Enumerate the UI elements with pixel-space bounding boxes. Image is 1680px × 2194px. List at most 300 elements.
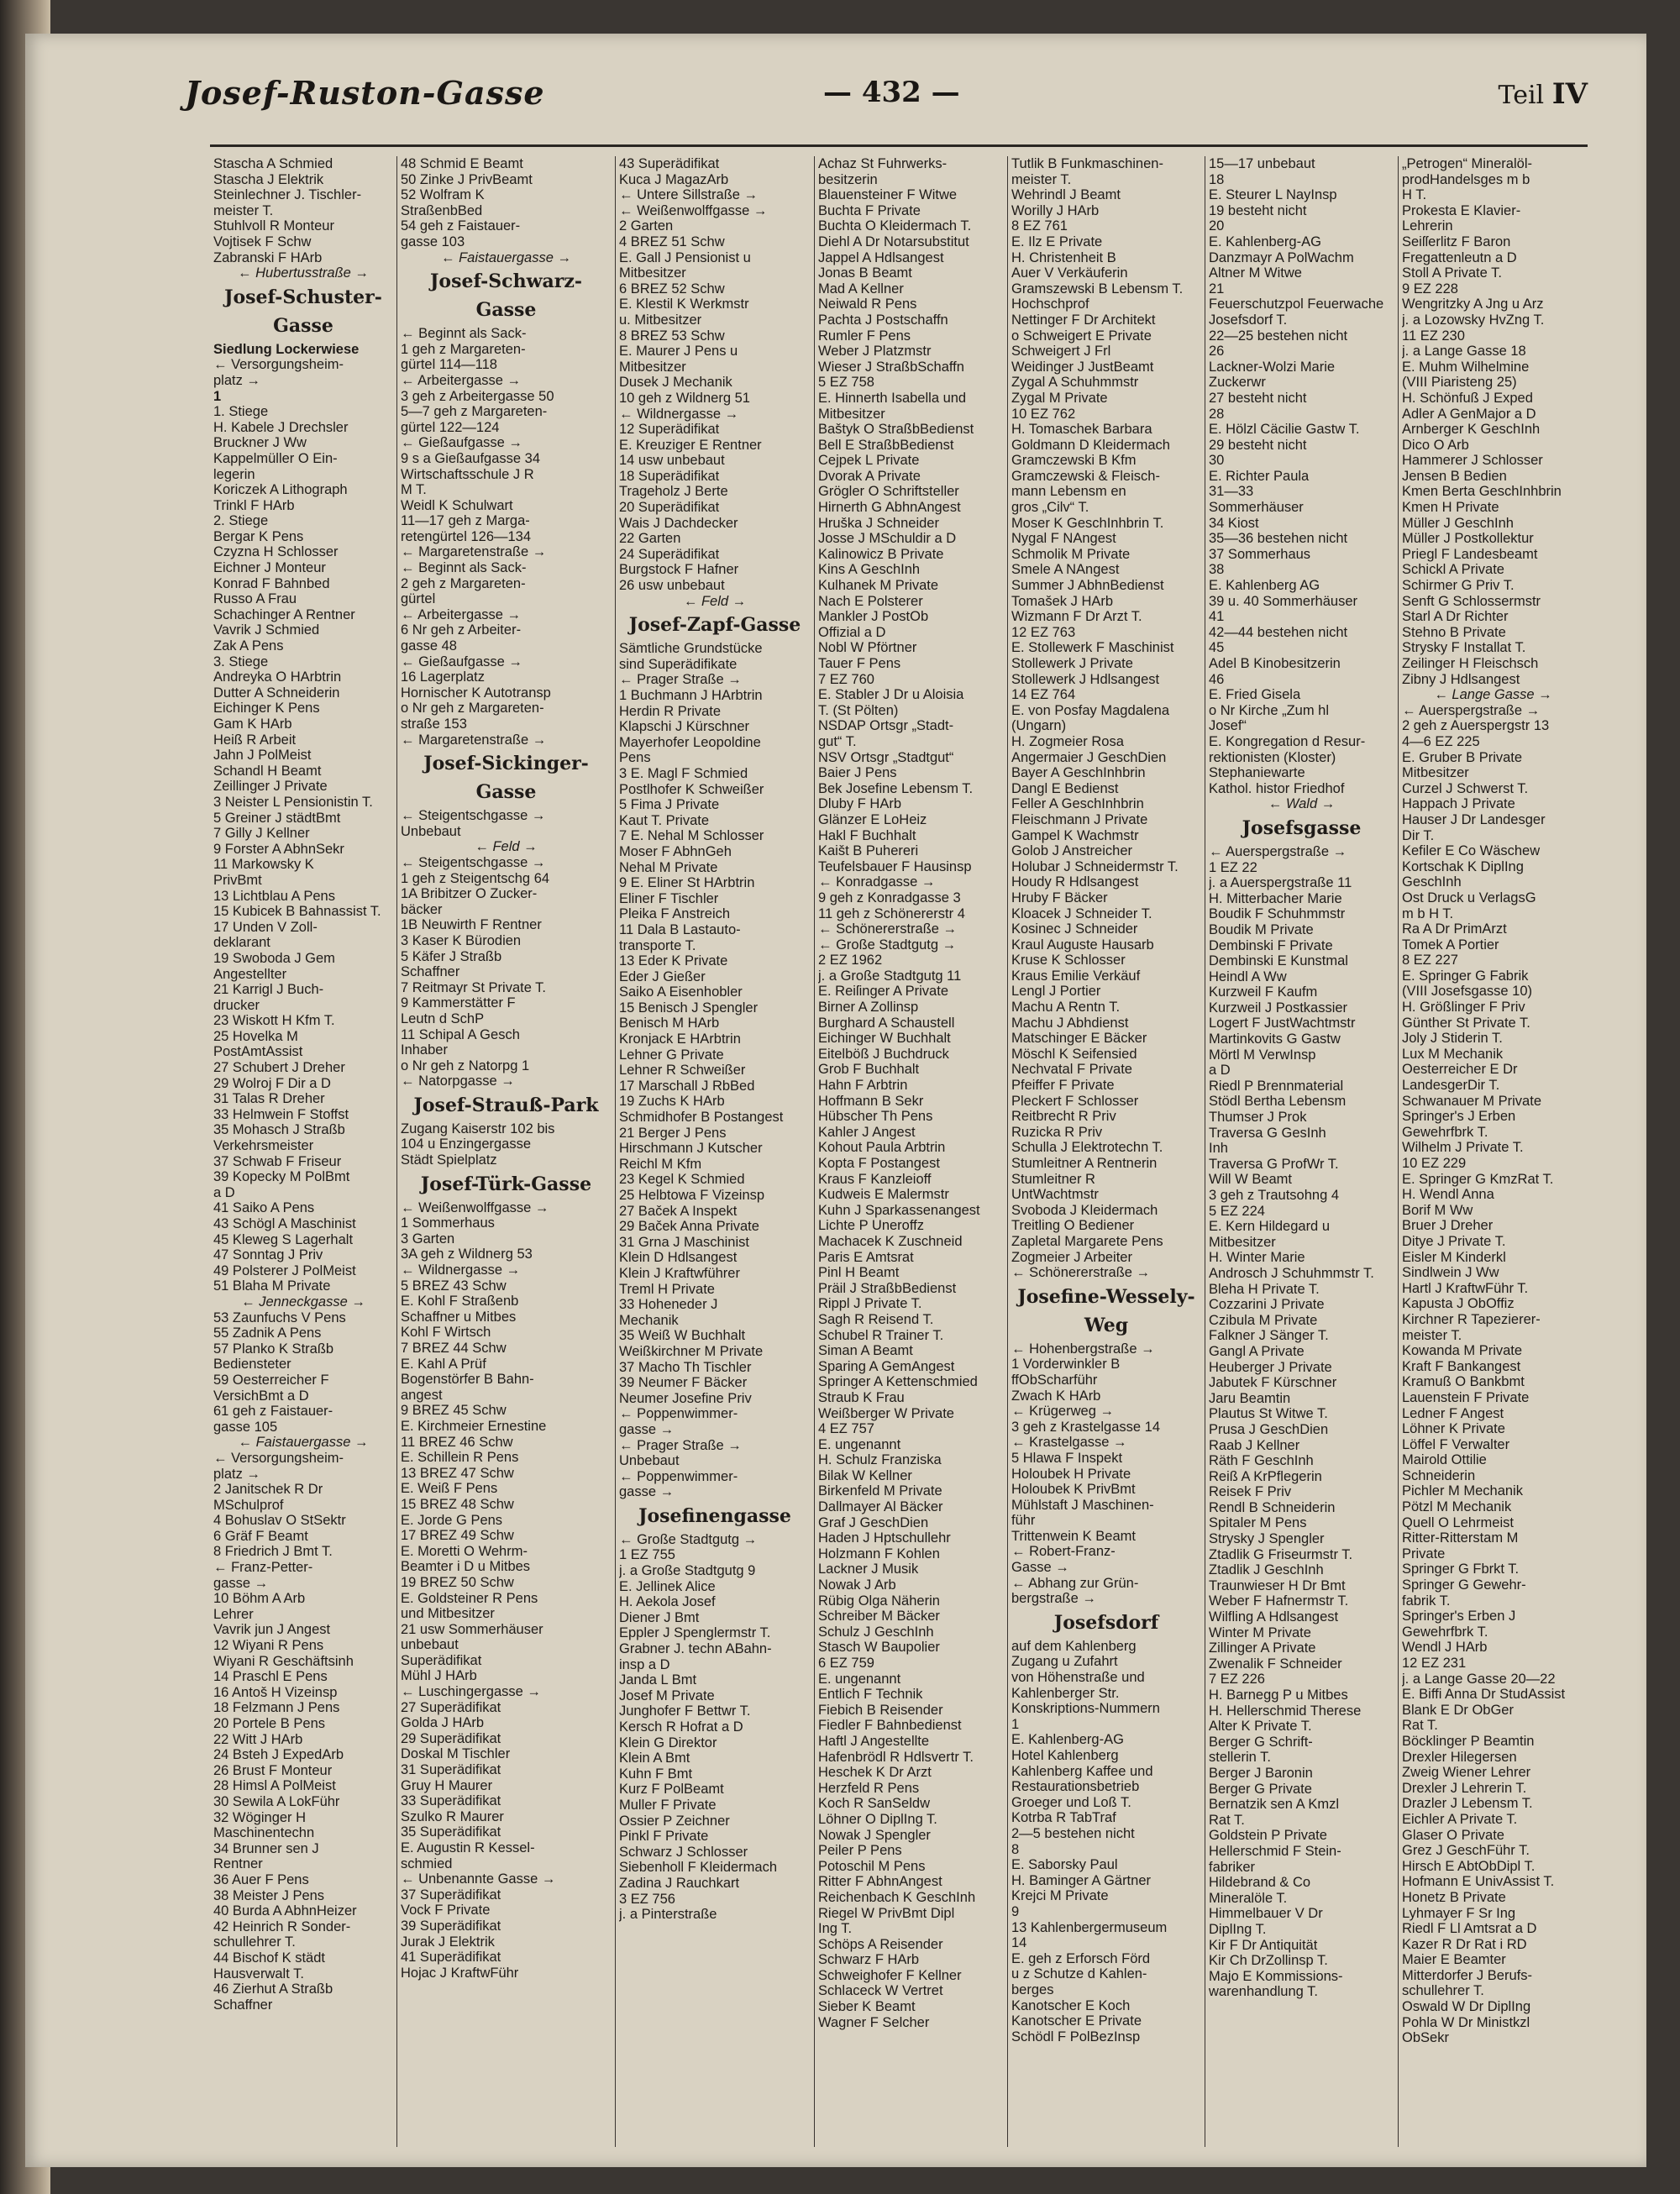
directory-entry: Buchta O Kleidermach T.: [818, 218, 972, 234]
directory-entry: Adel B Kinobesitzerin: [1209, 656, 1341, 671]
directory-entry: 37 Macho Th Tischler: [619, 1359, 752, 1375]
directory-entry: 61 geh z Faistauer-: [213, 1404, 333, 1420]
directory-entry: Kathol. histor Friedhof: [1209, 780, 1345, 796]
directory-entry: Diehl A Dr Notarsubstitut: [818, 234, 969, 249]
directory-entry: Springer's J Erben: [1402, 1109, 1516, 1125]
street-heading: Gasse: [273, 314, 333, 337]
directory-entry: Moser K GeschInhbrin T.: [1011, 515, 1164, 531]
directory-entry: ObSekr: [1402, 2030, 1449, 2046]
directory-entry: 21: [1209, 281, 1225, 297]
directory-entry: Paris E Amtsrat: [818, 1249, 914, 1265]
directory-entry: Riedl P Brennmaterial: [1209, 1078, 1344, 1094]
directory-entry: Grez J GeschFühr T.: [1402, 1843, 1530, 1859]
directory-entry: Löffel F Verwalter: [1402, 1436, 1510, 1452]
directory-entry: Czibula M Private: [1209, 1312, 1318, 1328]
directory-entry: j. a Große Stadtgutg 11: [818, 968, 962, 984]
directory-entry: Springer G Gewehr-: [1402, 1577, 1526, 1593]
directory-entry: E. Gall J Pensionist u: [619, 249, 751, 265]
directory-entry: Schmidhofer B Postangest: [619, 1110, 784, 1126]
directory-entry: Stumleitner A Rentnerin: [1011, 1156, 1158, 1171]
directory-entry: platz →: [213, 1466, 260, 1482]
directory-entry: Dallmayer Al Bäcker: [818, 1499, 943, 1515]
directory-entry: 42 Heinrich R Sonder-: [213, 1918, 351, 1934]
directory-entry: 37 Superädifikat: [401, 1887, 501, 1903]
directory-entry: T. (St Pölten): [818, 702, 899, 718]
directory-entry: schullehrer T.: [213, 1934, 296, 1950]
directory-entry: Straub K Frau: [818, 1389, 905, 1405]
directory-entry: Unbebaut: [619, 1453, 680, 1469]
directory-entry: 17 Marschall J RbBed: [619, 1078, 755, 1094]
directory-entry: 4 EZ 757: [818, 1421, 874, 1437]
directory-entry: ← Arbeitergasse →: [401, 606, 522, 622]
directory-entry: transporte T.: [619, 937, 696, 953]
directory-entry: Reisek F Priv: [1209, 1484, 1292, 1500]
cross-street-marker: ← Hubertusstraße →: [238, 265, 369, 281]
directory-entry: H. Wendl Anna: [1402, 1187, 1494, 1203]
directory-entry: 7 E. Nehal M Schlosser: [619, 828, 764, 844]
directory-entry: auf dem Kahlenberg: [1011, 1638, 1137, 1654]
directory-entry: H. Hellerschmid Therese: [1209, 1703, 1362, 1719]
directory-entry: Nobl W Pförtner: [818, 640, 917, 656]
directory-entry: 9: [1011, 1903, 1020, 1919]
directory-entry: ← Franz-Petter-: [213, 1560, 313, 1576]
directory-entry: gürtel: [401, 591, 436, 607]
directory-entry: Raab J Kellner: [1209, 1437, 1300, 1453]
directory-entry: Mörtl M VerwInsp: [1209, 1047, 1316, 1063]
directory-entry: 31 Talas R Dreher: [213, 1091, 325, 1107]
directory-entry: 18: [1209, 171, 1225, 187]
directory-entry: Schmolik M Private: [1011, 546, 1131, 562]
directory-entry: Dutter A Schneiderin: [213, 685, 340, 701]
directory-entry: ← Versorgungsheim-: [213, 1450, 344, 1466]
directory-entry: Kapusta J ObOffiz: [1402, 1296, 1515, 1312]
directory-entry: H. Schulz Franziska: [818, 1452, 942, 1468]
directory-entry: Golda J HArb: [401, 1715, 485, 1731]
directory-entry: Holoubek K PrivBmt: [1011, 1482, 1136, 1498]
directory-entry: 11 EZ 230: [1402, 328, 1465, 344]
directory-entry: Hauser J Dr Landesger: [1402, 811, 1546, 827]
directory-entry: Andreyka O HArbtrin: [213, 669, 342, 685]
directory-entry: Schwarz J Schlosser: [619, 1844, 748, 1860]
directory-entry: 1 Vorderwinkler B: [1011, 1357, 1121, 1373]
column-4: [814, 156, 1007, 2147]
directory-entry: Kruse K Schlosser: [1011, 953, 1126, 968]
directory-entry: ← Krügerweg →: [1011, 1404, 1114, 1420]
directory-entry: Kraus F Kanzleioff: [818, 1171, 932, 1187]
street-heading: Josef-Sickinger-: [423, 753, 589, 775]
directory-entry: Bell E StraßbBedienst: [818, 437, 954, 453]
directory-entry: Seiſſerlitz F Baron: [1402, 234, 1511, 249]
directory-entry: bäcker: [401, 901, 443, 917]
directory-entry: Kins A GeschInh: [818, 562, 921, 578]
directory-entry: gasse 103: [401, 234, 465, 249]
cross-street-marker: ← Feld →: [475, 839, 538, 855]
directory-entry: gros „Cilv“ T.: [1011, 500, 1089, 516]
directory-entry: Rendl B Schneiderin: [1209, 1499, 1336, 1515]
directory-entry: Bilak W Kellner: [818, 1467, 912, 1483]
directory-entry: Eder J Gießer: [619, 968, 706, 984]
directory-entry: Reiß A KrPflegerin: [1209, 1468, 1322, 1484]
directory-entry: Matschinger E Bäcker: [1011, 1031, 1147, 1047]
directory-entry: Angestellter: [213, 966, 287, 982]
directory-entry: bergstraße →: [1011, 1591, 1096, 1607]
directory-entry: Sommerhäuser: [1209, 500, 1304, 516]
directory-entry: Goldstein P Private: [1209, 1828, 1327, 1844]
directory-entry: Kaišt B Puhereri: [818, 843, 919, 859]
directory-entry: Gewehrfbrk T.: [1402, 1124, 1488, 1140]
directory-entry: 39 Superädifikat: [401, 1918, 501, 1934]
directory-entry: Unbebaut: [401, 823, 461, 839]
directory-entry: Joly J Stiderin T.: [1402, 1031, 1503, 1047]
directory-entry: Benisch M HArb: [619, 1016, 720, 1031]
directory-entry: Dembinski F Private: [1209, 937, 1333, 953]
street-heading: Josef-Schuster-: [224, 286, 382, 308]
directory-entry: H. Aekola Josef: [619, 1594, 716, 1610]
column-5: [1007, 156, 1205, 2147]
directory-entry: sind Superädifikate: [619, 656, 738, 672]
directory-entry: a D: [1209, 1063, 1231, 1079]
directory-entry: Vock F Private: [401, 1903, 491, 1918]
directory-entry: Gramczewski B Kfm: [1011, 453, 1137, 469]
directory-entry: Smele A NAngest: [1011, 562, 1120, 578]
directory-entry: 30 Sewila A LokFühr: [213, 1793, 340, 1809]
directory-entry: Möschl K Seifensied: [1011, 1046, 1137, 1062]
directory-entry: Eliner F Tischler: [619, 890, 719, 906]
directory-entry: 5 Hlawa F Inspekt: [1011, 1450, 1123, 1466]
directory-entry: meister T.: [1402, 1327, 1462, 1343]
directory-entry: Vavrik J Schmied: [213, 622, 320, 638]
directory-entry: 26: [1209, 344, 1225, 360]
directory-entry: 31 Superädifikat: [401, 1762, 501, 1778]
directory-entry: Zibny J Hdlsangest: [1402, 671, 1520, 687]
directory-entry: E. Schillein R Pens: [401, 1450, 519, 1466]
directory-entry: 13 Eder K Private: [619, 953, 728, 969]
directory-entry: Schneiderin: [1402, 1467, 1476, 1483]
directory-entry: Schickl A Private: [1402, 562, 1504, 578]
directory-entry: 8 BREZ 53 Schw: [619, 328, 725, 344]
directory-entry: Herdin R Private: [619, 703, 722, 719]
directory-entry: 10 EZ 229: [1402, 1156, 1467, 1171]
directory-entry: Kurzweil J Postkassier: [1209, 1000, 1348, 1016]
directory-entry: 15 Benisch J Spengler: [619, 1000, 759, 1016]
directory-entry: H. Schönfuß J Exped: [1402, 390, 1533, 406]
directory-entry: Berger G Private: [1209, 1781, 1312, 1797]
directory-entry: Dusek J Mechanik: [619, 375, 732, 391]
cross-street-marker: ← Feld →: [683, 593, 747, 609]
directory-entry: Kahler J Angest: [818, 1124, 916, 1140]
directory-entry: Worilly J HArb: [1011, 202, 1100, 218]
directory-entry: Tutlik B Funkmaschinen-: [1011, 156, 1163, 171]
directory-entry: 19 Swoboda J Gem: [213, 950, 335, 966]
directory-entry: Rumler F Pens: [818, 328, 911, 344]
directory-entry: Stephaniewarte: [1209, 765, 1305, 781]
directory-entry: Wilhelm J Private T.: [1402, 1140, 1524, 1156]
directory-entry: Angermaier J GeschDien: [1011, 749, 1167, 765]
directory-entry: 26 Brust F Monteur: [213, 1762, 333, 1778]
directory-entry: Wiyani R Geschäftsinh: [213, 1653, 354, 1669]
directory-entry: E. Springer G KmzRat T.: [1402, 1171, 1554, 1187]
directory-entry: UntWachtmstr: [1011, 1187, 1099, 1203]
directory-entry: Nach E Polsterer: [818, 593, 923, 609]
directory-entry: H. Mitterbacher Marie: [1209, 890, 1342, 906]
directory-entry: 2 Garten: [619, 218, 674, 234]
directory-entry: Eitelböß J Buchdruck: [818, 1046, 949, 1062]
directory-entry: 19 BREZ 50 Schw: [401, 1574, 514, 1590]
directory-entry: Holoubek H Private: [1011, 1466, 1131, 1482]
directory-entry: ← Margaretenstraße →: [401, 544, 547, 560]
directory-entry: Berger G Schrift-: [1209, 1734, 1313, 1750]
directory-entry: Reitbrecht R Priv: [1011, 1109, 1116, 1125]
directory-entry: Lyhmayer F Sr Ing: [1402, 1905, 1516, 1921]
directory-entry: Grögler O Schriftsteller: [818, 484, 959, 500]
part-label: Teil: [1498, 81, 1545, 110]
directory-entry: E. Kern Hildegard u: [1209, 1219, 1330, 1235]
directory-entry: Buchta F Private: [818, 202, 921, 218]
directory-entry: 13 Lichtblau A Pens: [213, 888, 335, 904]
directory-entry: Hammerer J Schlosser: [1402, 453, 1543, 469]
directory-entry: Janda L Bmt: [619, 1672, 697, 1688]
directory-entry: Bayer A GeschInhbrin: [1011, 765, 1146, 781]
directory-entry: E. Reiſinger A Private: [818, 984, 948, 1000]
directory-entry: prodHandelsges m b: [1402, 171, 1530, 187]
directory-entry: Kraft F Bankangest: [1402, 1358, 1521, 1374]
directory-entry: Zygal M Private: [1011, 390, 1108, 406]
directory-entry: 11—17 geh z Marga-: [401, 513, 530, 529]
directory-entry: Glaser O Private: [1402, 1827, 1504, 1843]
directory-entry: Mitbesitzer: [818, 406, 885, 422]
directory-entry: Lichte P Uneroffz: [818, 1218, 924, 1234]
directory-entry: 37 Sommerhaus: [1209, 546, 1311, 562]
directory-entry: Wais J Dachdecker: [619, 515, 738, 531]
directory-entry: ← Auerspergstraße →: [1209, 843, 1347, 859]
directory-entry: Arnberger K GeschInh: [1402, 422, 1541, 438]
directory-entry: Ledner F Angest: [1402, 1405, 1504, 1421]
directory-entry: Stascha A Schmied: [213, 156, 333, 171]
directory-entry: E. Moretti O Wehrm-: [401, 1543, 528, 1559]
directory-entry: u. Mitbesitzer: [619, 312, 702, 328]
directory-entry: Günther St Private T.: [1402, 1015, 1530, 1031]
directory-entry: 15 Kubicek B Bahnassist T.: [213, 904, 381, 920]
directory-entry: E. Stabler J Dr u Aloisia: [818, 687, 964, 703]
directory-entry: 9 s a Gießaufgasse 34: [401, 450, 541, 466]
directory-entry: besitzerin: [818, 171, 878, 187]
directory-entry: Logert F JustWachtmstr: [1209, 1016, 1356, 1031]
directory-entry: E. Kongregation d Resur-: [1209, 733, 1366, 749]
directory-entry: 41 Superädifikat: [401, 1950, 501, 1966]
directory-entry: Mühlstaft J Maschinen-: [1011, 1497, 1154, 1513]
directory-entry: Lux M Mechanik: [1402, 1046, 1504, 1062]
directory-entry: Rippl J Private T.: [818, 1296, 922, 1312]
directory-entry: Golob J Anstreicher: [1011, 843, 1132, 859]
directory-entry: Stehno B Private: [1402, 624, 1506, 640]
directory-entry: 43 Schögl A Maschinist: [213, 1216, 356, 1231]
directory-entry: Kohout Paula Arbtrin: [818, 1140, 946, 1156]
directory-entry: Dico O Arb: [1402, 437, 1469, 453]
directory-entry: 30: [1209, 453, 1225, 469]
directory-entry: 3 geh z Trautsohng 4: [1209, 1188, 1340, 1203]
directory-entry: Alter K Private T.: [1209, 1719, 1312, 1735]
directory-entry: E. ungenannt: [818, 1436, 901, 1452]
directory-entry: E. Augustin R Kessel-: [401, 1840, 535, 1855]
directory-entry: Mitbesitzer: [619, 359, 686, 375]
directory-entry: j. a Pinterstraße: [619, 1907, 717, 1923]
directory-entry: Drazler J Lebensm T.: [1402, 1796, 1533, 1812]
directory-entry: 47 Sonntag J Priv: [213, 1247, 323, 1263]
directory-entry: gürtel 122—124: [401, 419, 500, 435]
directory-entry: ← Robert-Franz-: [1011, 1544, 1116, 1560]
directory-entry: Hruby F Bäcker: [1011, 890, 1108, 905]
directory-entry: 5 EZ 224: [1209, 1203, 1265, 1219]
directory-entry: Nechvatal F Private: [1011, 1062, 1132, 1078]
directory-entry: 23 Kegel K Schmied: [619, 1172, 745, 1188]
directory-entry: Zwach K HArb: [1011, 1388, 1101, 1404]
directory-entry: Schweigert J Frl: [1011, 344, 1111, 360]
directory-entry: Verkehrsmeister: [213, 1138, 314, 1154]
directory-entry: Springer's Erben J: [1402, 1609, 1516, 1625]
directory-entry: 6 Nr geh z Arbeiter-: [401, 622, 522, 638]
directory-entry: Pötzl M Mechanik: [1402, 1499, 1512, 1515]
directory-entry: Stascha J Elektrik: [213, 171, 324, 187]
directory-entry: 48 Schmid E Beamt: [401, 156, 523, 171]
directory-entry: 35 Weiß W Buchhalt: [619, 1328, 746, 1344]
directory-entry: 7 EZ 760: [818, 671, 874, 687]
directory-entry: Josefsdorf T.: [1209, 312, 1288, 328]
directory-entry: 2 EZ 1962: [818, 953, 883, 968]
page-number: — 432 —: [823, 76, 960, 109]
directory-entry: Kuca J MagazArb: [619, 171, 729, 187]
directory-entry: Rentner: [213, 1856, 263, 1872]
directory-entry: Bruckner J Ww: [213, 435, 307, 451]
directory-entry: 14 usw unbebaut: [619, 453, 725, 469]
directory-entry: Jensen B Bedien: [1402, 468, 1507, 484]
directory-entry: Honetz B Private: [1402, 1889, 1506, 1905]
directory-entry: Stasch W Baupolier: [818, 1640, 940, 1656]
directory-entry: gasse →: [619, 1484, 675, 1500]
directory-entry: 39 Kopecky M PolBmt: [213, 1169, 350, 1185]
directory-entry: Kersch R Hofrat a D: [619, 1719, 743, 1735]
directory-entry: 21 usw Sommerhäuser: [401, 1621, 543, 1637]
directory-entry: 27 besteht nicht: [1209, 390, 1307, 406]
directory-entry: Boudik M Private: [1209, 921, 1314, 937]
directory-entry: ← Konradgasse →: [818, 874, 936, 890]
directory-entry: „Petrogen“ Mineralöl-: [1402, 156, 1532, 171]
directory-entry: Mayerhofer Leopoldine: [619, 734, 761, 750]
directory-entry: unbebaut: [401, 1637, 459, 1653]
directory-entry: Kahlenberg Kaffee und: [1011, 1763, 1153, 1779]
directory-entry: Superädifikat: [401, 1652, 482, 1668]
directory-entry: Pleika F Anstreich: [619, 906, 731, 922]
directory-entry: Kir Ch DrZollinsp T.: [1209, 1953, 1328, 1969]
directory-entry: j. a Große Stadtgutg 9: [619, 1563, 756, 1579]
directory-entry: Inhaber: [401, 1042, 448, 1058]
directory-entry: Zabranski F HArb: [213, 249, 323, 265]
directory-entry: Gramszewski B Lebensm T.: [1011, 281, 1184, 297]
directory-entry: Will W Beamt: [1209, 1172, 1292, 1188]
directory-entry: Vavrik jun J Angest: [213, 1622, 331, 1638]
directory-entry: Jahn J PolMeist: [213, 748, 312, 764]
directory-entry: ← Arbeitergasse →: [401, 372, 522, 388]
directory-entry: Falkner J Sänger T.: [1209, 1328, 1329, 1344]
directory-entry: ← Poppenwimmer-: [619, 1406, 738, 1422]
column-1: [210, 156, 396, 2147]
directory-entry: 9 BREZ 45 Schw: [401, 1403, 507, 1419]
directory-entry: Bernatzik sen A Kmzl: [1209, 1797, 1339, 1813]
directory-entry: u z Schutze d Kahlen-: [1011, 1966, 1147, 1982]
directory-entry: angest: [401, 1387, 443, 1403]
directory-entry: 45 Kleweg S Lagerhalt: [213, 1231, 354, 1247]
directory-entry: ← Abhang zur Grün-: [1011, 1575, 1139, 1591]
directory-entry: Reichenbach K GeschInh: [818, 1889, 976, 1905]
directory-entry: o Nr Kirche „Zum hl: [1209, 702, 1330, 718]
directory-entry: 11 Schipal A Gesch: [401, 1026, 520, 1042]
directory-entry: ← Gießaufgasse →: [401, 653, 522, 669]
directory-entry: 44 Bischof K städt: [213, 1950, 325, 1966]
directory-entry: Maschinentechn: [213, 1825, 315, 1841]
directory-entry: Peiler P Pens: [818, 1843, 902, 1859]
directory-entry: E. Biffi Anna Dr StudAssist: [1402, 1687, 1566, 1703]
directory-entry: Teufelsbauer F Hausinsp: [818, 858, 972, 874]
directory-entry: 1 EZ 755: [619, 1547, 675, 1563]
directory-entry: 3 Neister L Pensionistin T.: [213, 794, 373, 810]
directory-entry: E. Springer G Fabrik: [1402, 968, 1529, 984]
column-6: [1205, 156, 1398, 2147]
street-heading: Gasse: [475, 781, 537, 804]
directory-entry: Blauensteiner F Witwe: [818, 187, 958, 203]
directory-entry: Schachinger A Rentner: [213, 606, 355, 622]
directory-entry: 50 Zinke J PrivBeamt: [401, 171, 533, 187]
directory-entry: StraßenbBed: [401, 202, 483, 218]
directory-entry: Dluby F HArb: [818, 796, 902, 812]
directory-entry: Altner M Witwe: [1209, 265, 1302, 281]
directory-entry: 22—25 bestehen nicht: [1209, 328, 1348, 344]
directory-entry: Hruška J Schneider: [818, 515, 939, 531]
directory-entry: 46: [1209, 671, 1225, 687]
directory-entry: Pinl H Beamt: [818, 1265, 900, 1281]
directory-entry: 8: [1011, 1841, 1020, 1857]
directory-entry: Rübig Olga Näherin: [818, 1593, 940, 1609]
directory-entry: meister T.: [1011, 171, 1072, 187]
directory-entry: Schweighofer F Kellner: [818, 1967, 962, 1983]
directory-entry: 41: [1209, 609, 1225, 625]
directory-entry: Präil J StraßbBedienst: [818, 1280, 957, 1296]
directory-entry: Kosinec J Schneider: [1011, 921, 1138, 937]
directory-entry: E. Saborsky Paul: [1011, 1857, 1118, 1873]
directory-entry: Machacek K Zuschneid: [818, 1233, 963, 1249]
directory-entry: H. Baminger A Gärtner: [1011, 1872, 1151, 1888]
directory-entry: H. Christenheit B: [1011, 249, 1116, 265]
directory-entry: gasse →: [213, 1575, 269, 1591]
directory-entry: 22 Witt J HArb: [213, 1731, 303, 1747]
street-heading: Gasse: [475, 299, 537, 322]
directory-entry: Gramczewski & Fleisch-: [1011, 468, 1160, 484]
directory-entry: Pens: [619, 750, 651, 766]
directory-entry: Sparing A GemAngest: [818, 1358, 955, 1374]
part-indicator: [1499, 77, 1588, 111]
directory-entry: Rat T.: [1402, 1718, 1438, 1734]
directory-entry: Potoschil M Pens: [818, 1858, 926, 1874]
directory-entry: Diener J Bmt: [619, 1609, 700, 1625]
directory-entry: 1: [1011, 1716, 1020, 1732]
directory-entry: Kanotscher E Koch: [1011, 1997, 1131, 2013]
directory-entry: 2. Stiege: [213, 513, 269, 529]
directory-entry: 42—44 bestehen nicht: [1209, 624, 1348, 640]
directory-entry: E. Kahlenberg AG: [1209, 578, 1320, 594]
directory-entry: Bergar K Pens: [213, 528, 304, 544]
directory-entry: Hirschmann J Kutscher: [619, 1141, 763, 1157]
directory-entry: Gampel K Wachmstr: [1011, 827, 1139, 843]
directory-entry: Kloacek J Schneider T.: [1011, 905, 1152, 921]
directory-entry: H T.: [1402, 187, 1427, 203]
